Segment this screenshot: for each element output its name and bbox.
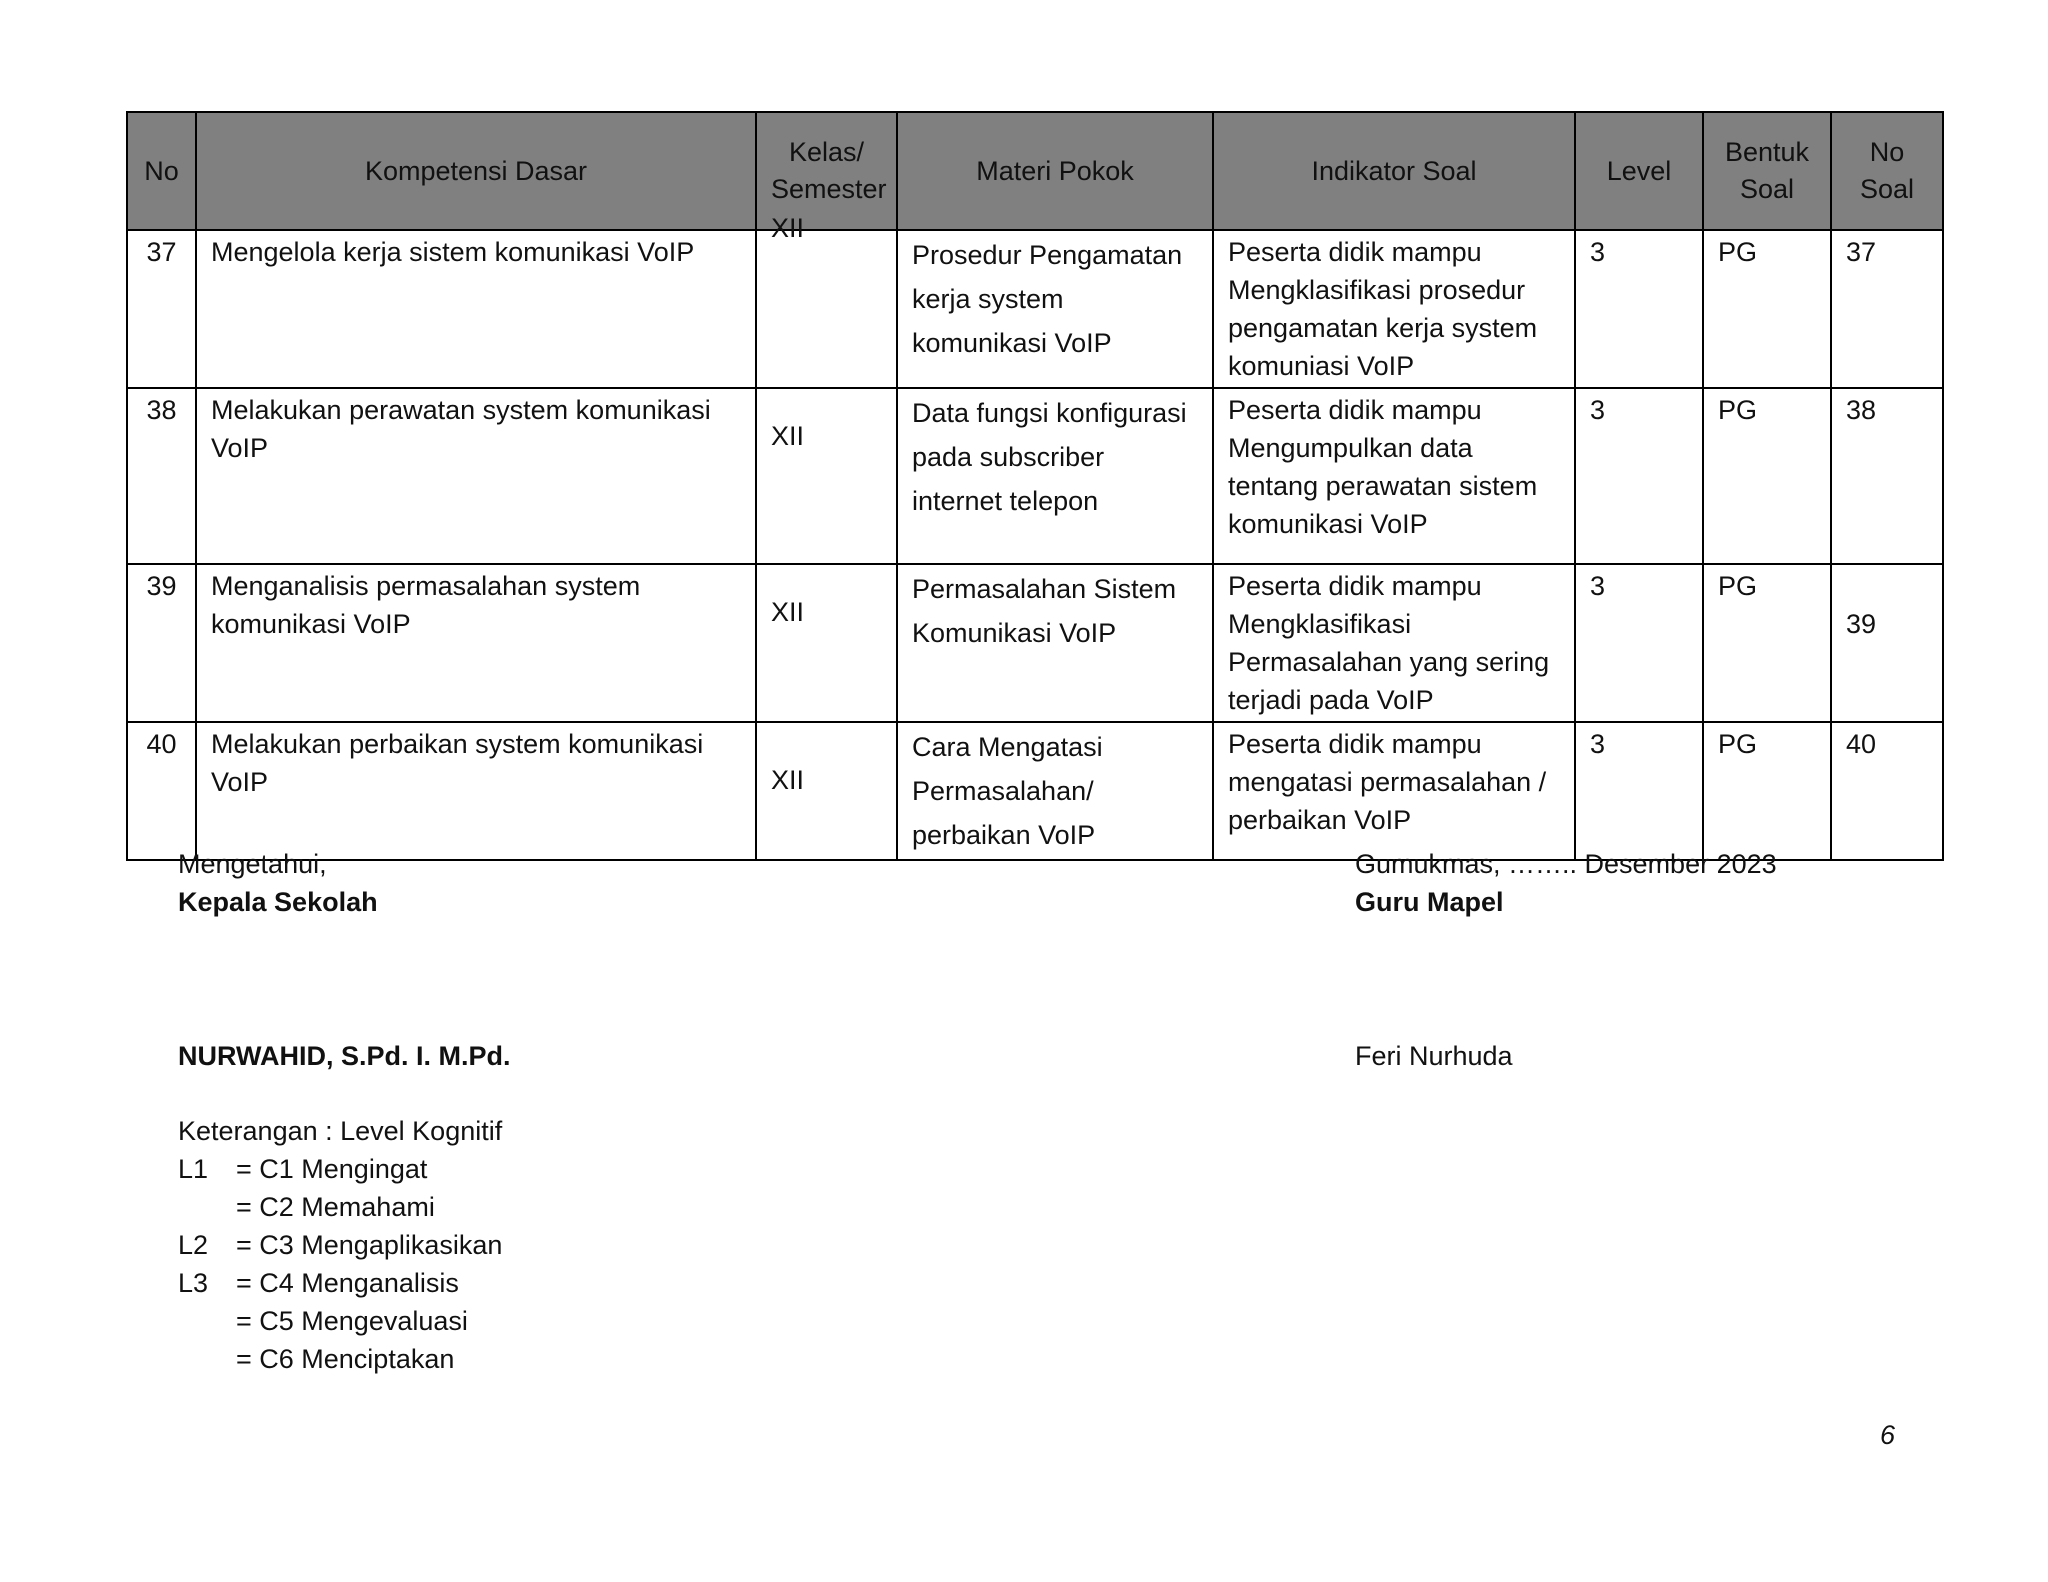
keterangan-item (178, 1340, 502, 1378)
level-code (178, 1340, 236, 1378)
cell-no-soal (1831, 564, 1943, 722)
keterangan-item (178, 1188, 502, 1226)
cell-bentuk-soal: PG (1703, 564, 1831, 722)
cell-bentuk-soal: PG (1703, 230, 1831, 388)
cell-materi-pokok: Cara Mengatasi Permasalahan/ perbaikan VoIP (897, 722, 1213, 860)
cell-materi-pokok: Prosedur Pengamatan kerja system komunikasi VoIP (897, 230, 1213, 388)
cell-indikator-soal: Peserta didik mampu mengatasi permasalahan / perbaikan VoIP (1213, 722, 1575, 860)
level-desc: = C2 Memahami (236, 1192, 435, 1222)
level-code: L2 (178, 1230, 209, 1260)
kelas-value: XII (771, 213, 805, 243)
cell-level: 3 (1575, 564, 1703, 722)
level-desc: = C6 Menciptakan (236, 1344, 455, 1374)
headmaster-role: Kepala Sekolah (178, 887, 378, 917)
cell-kompetensi-dasar: Menganalisis permasalahan system komunikasi VoIP (196, 564, 756, 722)
teacher-name: Feri Nurhuda (1355, 1041, 1513, 1071)
teacher-role: Guru Mapel (1355, 887, 1504, 917)
cell-materi-pokok: Data fungsi konfigurasi pada subscriber internet telepon (897, 388, 1213, 564)
cell-indikator-soal: Peserta didik mampu Mengumpulkan data tentang perawatan sistem komunikasi VoIP (1213, 388, 1575, 564)
cell-indikator-soal: Peserta didik mampu Mengklasifikasi prosedur pengamatan kerja system komuniasi VoIP (1213, 230, 1575, 388)
header-bentuk-soal: Bentuk Soal (1703, 112, 1831, 230)
kelas-value: XII (771, 765, 805, 795)
headmaster-name: NURWAHID, S.Pd. I. M.Pd. (178, 1041, 511, 1071)
cell-kelas (756, 722, 897, 860)
level-desc: = C3 Mengaplikasikan (236, 1230, 503, 1260)
kelas-value: XII (771, 421, 805, 451)
keterangan-item (178, 1264, 502, 1302)
header-materi-pokok: Materi Pokok (897, 112, 1213, 230)
kisi-kisi-table (126, 111, 1944, 861)
cell-materi-pokok: Permasalahan Sistem Komunikasi VoIP (897, 564, 1213, 722)
level-desc: = C1 Mengingat (236, 1154, 428, 1184)
cell-no-soal: 37 (1831, 230, 1943, 388)
signature-right (1355, 845, 1777, 1075)
cell-bentuk-soal: PG (1703, 388, 1831, 564)
level-code: L1 (178, 1154, 209, 1184)
level-code (178, 1302, 236, 1340)
header-no: No (127, 112, 196, 230)
table-header-row (127, 112, 1943, 230)
table-row (127, 388, 1943, 564)
header-kompetensi-dasar: Kompetensi Dasar (196, 112, 756, 230)
keterangan-item (178, 1150, 502, 1188)
cell-kelas (756, 564, 897, 722)
kelas-value: XII (771, 597, 805, 627)
cell-kompetensi-dasar: Melakukan perbaikan system komunikasi VoIP (196, 722, 756, 860)
page-number: 6 (1880, 1420, 1896, 1450)
level-code: L3 (178, 1268, 209, 1298)
header-indikator-soal: Indikator Soal (1213, 112, 1575, 230)
keterangan-item (178, 1302, 502, 1340)
cell-kelas (756, 213, 897, 388)
table-row (127, 230, 1943, 388)
cell-kompetensi-dasar: Melakukan perawatan system komunikasi VoIP (196, 388, 756, 564)
table-row (127, 564, 1943, 722)
header-no-soal: No Soal (1831, 112, 1943, 230)
cell-indikator-soal: Peserta didik mampu Mengklasifikasi Permasalahan yang sering terjadi pada VoIP (1213, 564, 1575, 722)
cell-level: 3 (1575, 722, 1703, 860)
level-code (178, 1188, 236, 1226)
cell-no: 40 (127, 722, 196, 860)
cell-bentuk-soal: PG (1703, 722, 1831, 860)
cell-no: 39 (127, 564, 196, 722)
cell-level: 3 (1575, 388, 1703, 564)
table-row (127, 722, 1943, 860)
cell-kompetensi-dasar: Mengelola kerja sistem komunikasi VoIP (196, 230, 756, 388)
cell-level: 3 (1575, 230, 1703, 388)
keterangan-item (178, 1226, 502, 1264)
level-desc: = C4 Menganalisis (236, 1268, 459, 1298)
level-desc: = C5 Mengevaluasi (236, 1306, 468, 1336)
place-date: Gumukmas, …….. Desember 2023 (1355, 849, 1777, 879)
no-soal-value: 39 (1846, 609, 1877, 639)
header-level: Level (1575, 112, 1703, 230)
cell-no: 38 (127, 388, 196, 564)
cell-no-soal: 38 (1831, 388, 1943, 564)
acknowledgement-label: Mengetahui, (178, 849, 327, 879)
header-kelas-semester: Kelas/ Semester (756, 112, 897, 230)
cell-no: 37 (127, 230, 196, 388)
signature-left (178, 845, 511, 1075)
cell-no-soal: 40 (1831, 722, 1943, 860)
keterangan-title: Keterangan : Level Kognitif (178, 1116, 503, 1146)
keterangan-section (178, 1112, 502, 1378)
cell-kelas (756, 388, 897, 564)
